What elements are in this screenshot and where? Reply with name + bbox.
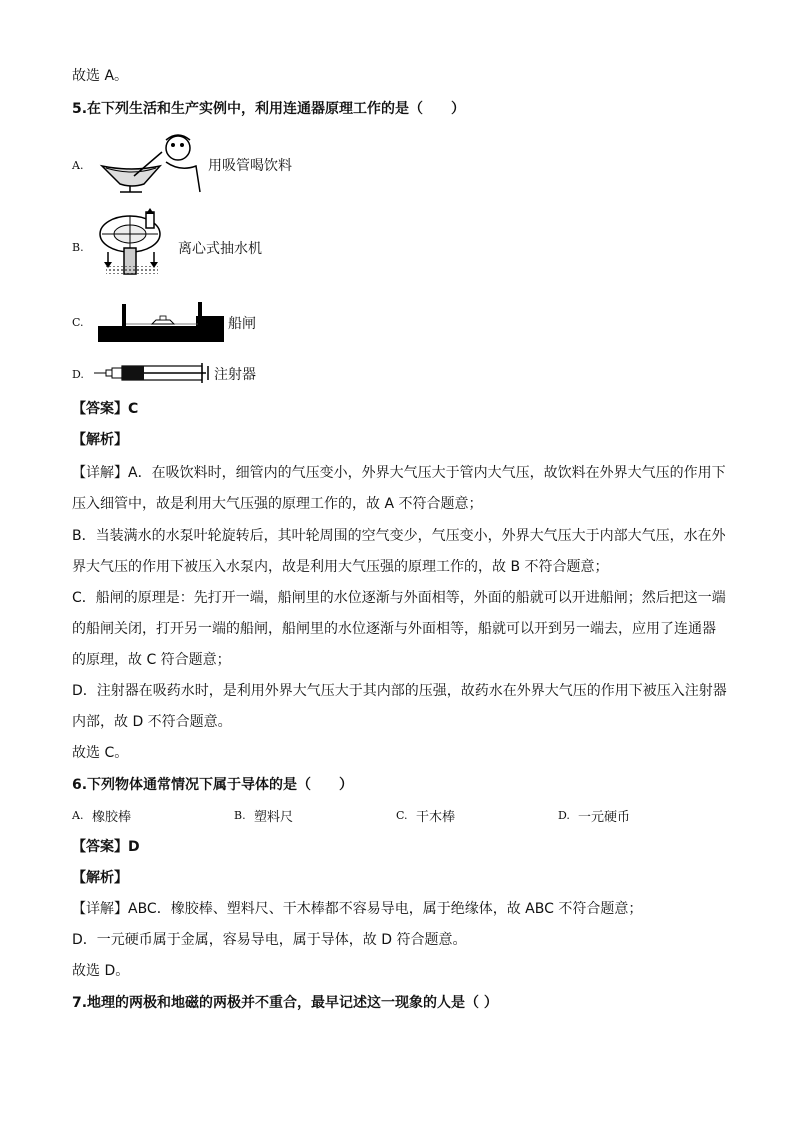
q5-option-a-caption: 用吸管喝饮料 (208, 158, 292, 174)
q5-detail-line: D．注射器在吸药水时，是利用外界大气压大于其内部的压强，故药水在外界大气压的作用下被压入注射器 (72, 683, 727, 699)
centrifugal-pump-figure (96, 208, 176, 278)
q6-analysis-heading: 【解析】 (72, 870, 128, 886)
q5-conclusion: 故选 C。 (72, 745, 129, 761)
q6-option-d-label: D. (558, 809, 570, 822)
q5-option-c-caption: 船闸 (228, 316, 256, 332)
q6-option-c-text: 干木棒 (416, 810, 456, 825)
q5-detail-line: 内部，故 D 不符合题意。 (72, 714, 232, 730)
q5-detail-line: 压入细管中，故是利用大气压强的原理工作的，故 A 不符合题意； (72, 496, 483, 512)
q6-detail-line: 【详解】ABC．橡胶棒、塑料尺、干木棒都不容易导电，属于绝缘体，故 ABC 不符合题意； (72, 901, 643, 917)
q5-detail-line: 界大气压的作用下被压入水泵内，故是利用大气压强的原理工作的，故 B 不符合题意； (72, 559, 609, 575)
q6-conclusion: 故选 D。 (72, 963, 130, 979)
q6-option-c-label: C. (396, 809, 408, 822)
question-7-stem: 7.地理的两极和地磁的两极并不重合，最早记述这一现象的人是（ ） (72, 995, 498, 1011)
q5-option-d-caption: 注射器 (214, 367, 256, 383)
ship-lock-figure (96, 300, 226, 344)
q5-answer: 【答案】C (72, 401, 139, 417)
q5-detail-line: 的原理，故 C 符合题意； (72, 652, 231, 668)
q6-option-b-label: B. (234, 809, 246, 822)
q6-answer: 【答案】D (72, 839, 140, 855)
q5-option-b-label: B. (72, 241, 84, 254)
q5-option-d-label: D. (72, 368, 84, 381)
question-5-stem: 5.在下列生活和生产实例中，利用连通器原理工作的是（ ） (72, 101, 466, 117)
q6-option-a-text: 橡胶棒 (92, 810, 132, 825)
q5-detail-line: 的船闸关闭，打开另一端的船闸，船闸里的水位逐渐与外面相等，船就可以开到另一端去，应用了连通器 (72, 621, 716, 637)
drinking-straw-figure (96, 132, 206, 194)
q5-analysis-heading: 【解析】 (72, 432, 128, 448)
question-6-stem: 6.下列物体通常情况下属于导体的是（ ） (72, 777, 354, 793)
q5-option-a-label: A. (72, 159, 84, 172)
text-line: 故选 A。 (72, 68, 129, 84)
q6-option-a-label: A. (72, 809, 84, 822)
q6-option-b-text: 塑料尺 (254, 810, 294, 825)
q5-detail-line: C．船闸的原理是：先打开一端，船闸里的水位逐渐与外面相等，外面的船就可以开进船闸；然后把这一端 (72, 590, 726, 606)
q5-detail-line: B．当装满水的水泵叶轮旋转后，其叶轮周围的空气变少，气压变小，外界大气压大于内部大气压，水在外 (72, 528, 726, 544)
q6-detail-line: D．一元硬币属于金属，容易导电，属于导体，故 D 符合题意。 (72, 932, 467, 948)
q5-option-b-caption: 离心式抽水机 (178, 241, 262, 257)
q5-option-c-label: C. (72, 316, 84, 329)
q5-detail-line: 【详解】A．在吸饮料时，细管内的气压变小，外界大气压大于管内大气压，故饮料在外界大气压的作用下 (72, 465, 726, 481)
syringe-figure (92, 362, 212, 384)
q6-option-d-text: 一元硬币 (578, 810, 631, 825)
q6-options (0, 806, 794, 828)
